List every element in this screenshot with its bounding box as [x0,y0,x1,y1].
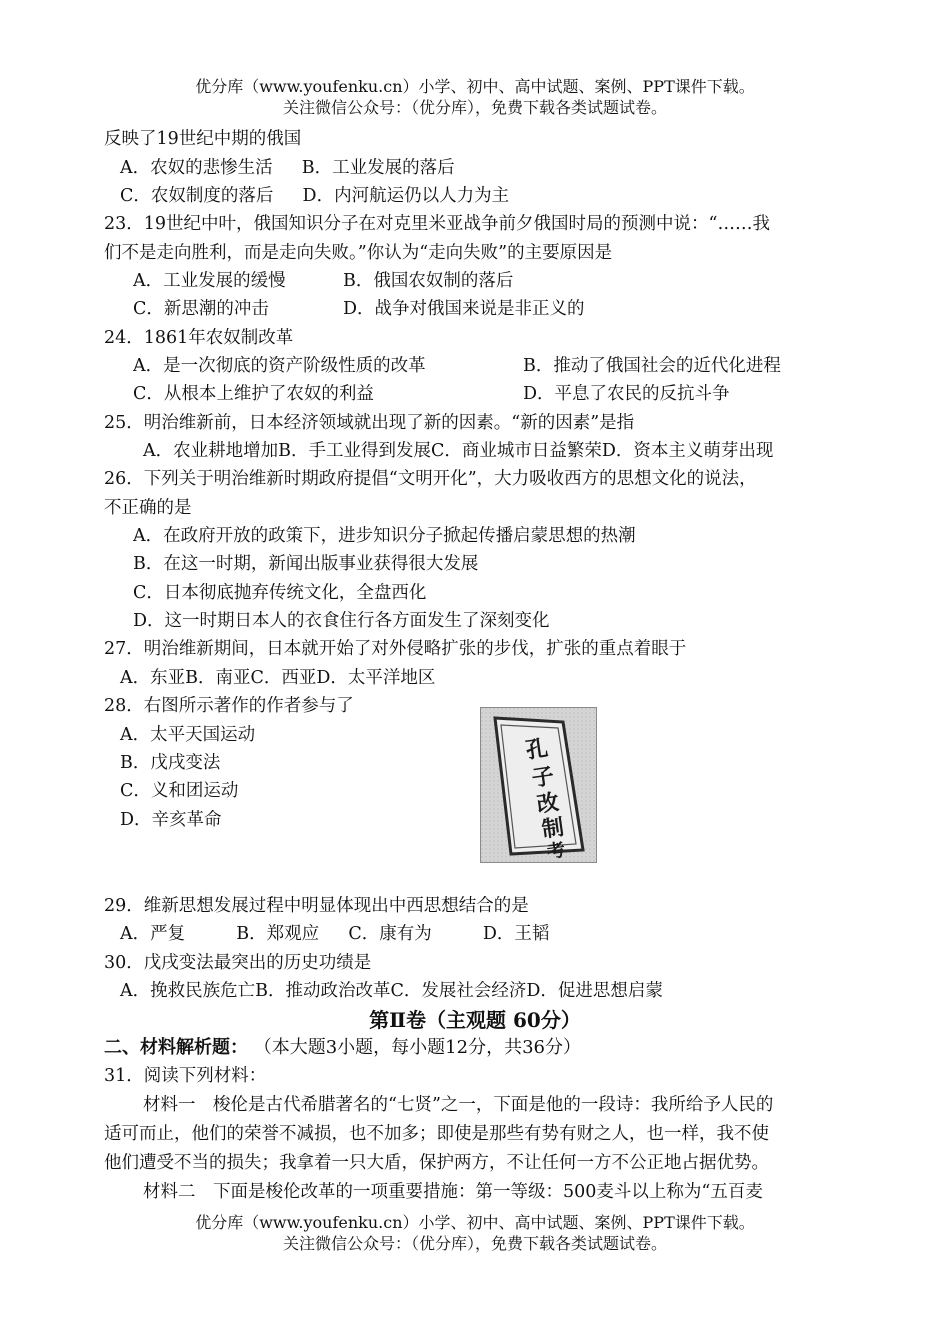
book-cover-image [480,707,597,863]
q22-option-c: C．农奴制度的落后 [120,186,274,206]
q23-option-d: D．战争对俄国来说是非正义的 [343,299,585,319]
header-line-2: 关注微信公众号：（优分库），免费下载各类试题试卷。 [282,98,667,117]
q22-option-row-2 [120,184,509,208]
q29-option-d: D．王韬 [482,924,550,944]
q24-option-d: D．平息了农民的反抗斗争 [523,384,730,404]
q22-option-row-1 [120,156,455,180]
q30-options: A．挽救民族危亡B．推动政治改革C．发展社会经济D．促进思想启蒙 [120,981,663,1001]
q25-stem: 25．明治维新前，日本经济领域就出现了新的因素。“新的因素”是指 [104,413,635,433]
q31-stem: 31．阅读下列材料： [104,1066,267,1086]
book-title-char-2: 子 [530,763,556,792]
book-title-char-3: 改 [535,789,561,818]
footer-line-1: 优分库（www.youfenku.cn）小学、初中、高中试题、案例、PPT课件下载。 [195,1213,755,1232]
page-footer [0,1212,950,1254]
q28-option-c: C．义和团运动 [120,781,239,801]
header-line-1: 优分库（www.youfenku.cn）小学、初中、高中试题、案例、PPT课件下载。 [195,77,755,96]
q23-option-a: A．工业发展的缓慢 [133,271,286,291]
book-title-char-4: 制 [540,814,566,843]
q28-option-d: D．辛亥革命 [120,810,222,830]
q26-option-b: B．在这一时期，新闻出版事业获得很大发展 [133,554,479,574]
q24-option-a: A．是一次彻底的资产阶级性质的改革 [133,356,426,376]
q26-option-a: A．在政府开放的政策下，进步知识分子掀起传播启蒙思想的热潮 [133,526,636,546]
q22-stem: 反映了19世纪中期的俄国 [104,129,302,149]
part-two-title: 第Ⅱ卷（主观题 60分） [369,1008,581,1032]
q31-material-1-line-2: 适可而止，他们的荣誉不减损，也不加多；即使是那些有势有财之人，也一样，我不使 [104,1124,769,1144]
q26-option-d: D．这一时期日本人的衣食住行各方面发生了深刻变化 [133,611,550,631]
section-note: （本大题3小题，每小题12分，共36分） [253,1037,581,1058]
book-title-char-5: 考 [545,839,567,862]
q31-material-1-line-1: 材料一 梭伦是古代希腊著名的“七贤”之一，下面是他的一段诗：我所给予人民的 [143,1095,774,1115]
q29-option-b: B．郑观应 [236,924,320,944]
q29-option-c: C．康有为 [348,924,432,944]
book-title-char-1: 孔 [524,735,550,764]
q29-option-a: A．严复 [120,924,186,944]
section-label: 二、材料解析题： [104,1037,248,1058]
q26-option-c: C．日本彻底抛弃传统文化，全盘西化 [133,583,427,603]
q24-option-b: B．推动了俄国社会的近代化进程 [523,356,781,376]
q24-option-c: C．从根本上维护了农奴的利益 [133,384,374,404]
section-heading [104,1036,581,1060]
q29-options [120,922,549,946]
q31-material-1-line-3: 他们遭受不当的损失；我拿着一只大盾，保护两方，不让任何一方不公正地占据优势。 [104,1153,769,1173]
q28-stem: 28．右图所示著作的作者参与了 [104,696,354,716]
q22-option-d: D．内河航运仍以人力为主 [302,186,510,206]
q23-stem-line-1: 23．19世纪中叶，俄国知识分子在对克里米亚战争前夕俄国时局的预测中说：“……我 [104,214,770,234]
q23-option-b: B．俄国农奴制的落后 [343,271,514,291]
q27-stem: 27．明治维新期间，日本就开始了对外侵略扩张的步伐，扩张的重点着眼于 [104,639,687,659]
footer-line-2: 关注微信公众号：（优分库），免费下载各类试题试卷。 [282,1234,667,1253]
q23-stem-line-2: 们不是走向胜利，而是走向失败。”你认为“走向失败”的主要原因是 [104,243,613,263]
q24-stem: 24．1861年农奴制改革 [104,328,294,348]
q28-option-a: A．太平天国运动 [120,725,256,745]
q26-stem-line-2: 不正确的是 [104,498,192,518]
q22-option-a: A．农奴的悲惨生活 [120,158,273,178]
q27-options: A．东亚B．南亚C．西亚D．太平洋地区 [120,668,436,688]
q22-option-b: B．工业发展的落后 [301,158,455,178]
q28-option-b: B．戊戌变法 [120,753,221,773]
q26-stem-line-1: 26．下列关于明治维新时期政府提倡“文明开化”，大力吸收西方的思想文化的说法， [104,469,757,489]
q29-stem: 29．维新思想发展过程中明显体现出中西思想结合的是 [104,896,529,916]
q25-options: A．农业耕地增加B．手工业得到发展C．商业城市日益繁荣D．资本主义萌芽出现 [143,441,774,461]
q31-material-2-line-1: 材料二 下面是梭伦改革的一项重要措施：第一等级：500麦斗以上称为“五百麦 [143,1182,763,1202]
q30-stem: 30．戊戌变法最突出的历史功绩是 [104,953,372,973]
q23-option-c: C．新思潮的冲击 [133,299,269,319]
page-header [0,76,950,118]
book-cover-illustration [481,708,596,862]
